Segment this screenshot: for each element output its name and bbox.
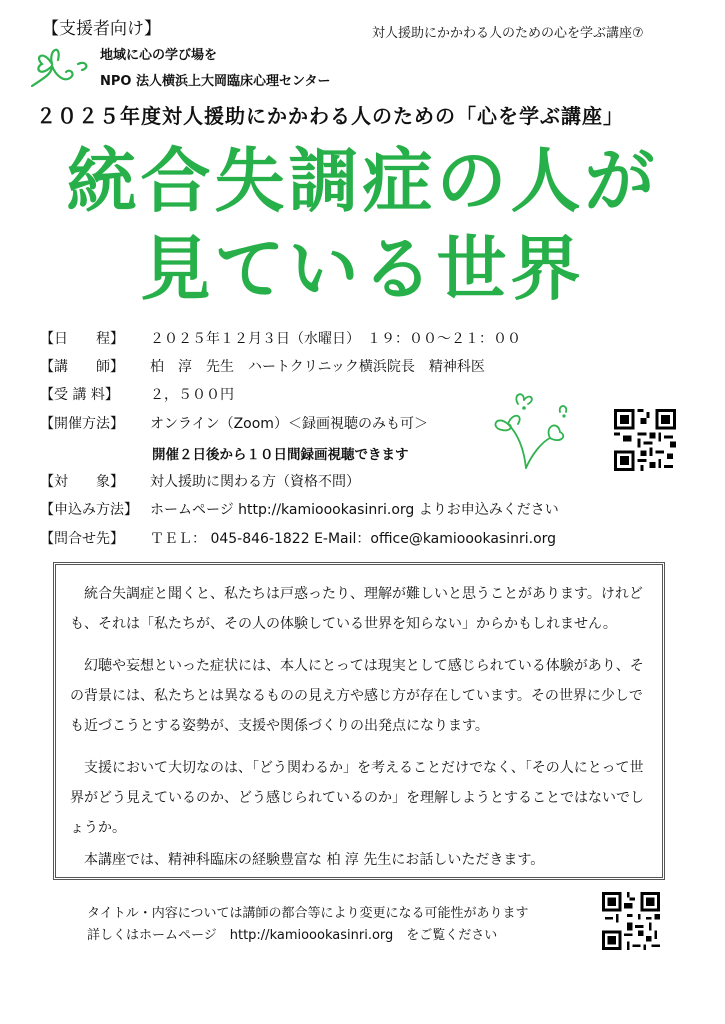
detail-label: 【受 講 料】 (40, 387, 119, 403)
detail-value[interactable]: ホームページ http://kamioookasinri.org よりお申込みください (150, 502, 559, 518)
detail-value: 対人援助に関わる方（資格不問） (150, 474, 360, 490)
detail-label: 【対 象】 (40, 474, 124, 490)
detail-row-fee (40, 384, 234, 404)
qr-code-icon[interactable] (614, 409, 676, 471)
detail-value: ２，５００円 (150, 387, 234, 403)
recording-note: 開催２日後から１０日間録画視聴できます (152, 447, 409, 463)
org-tagline: 地域に心の学び場を (100, 48, 218, 63)
detail-row-method (40, 413, 428, 433)
detail-value: ２０２５年１２月３日（水曜日） １９：００～２１：００ (150, 331, 521, 347)
footer-website-note: 詳しくはホームページ http://kamioookasinri.org をご覧ください (87, 928, 498, 943)
detail-label: 【申込み方法】 (40, 502, 138, 518)
detail-value: 柏 淳 先生 ハートクリニック横浜院長 精神科医 (150, 359, 485, 375)
detail-row-application (40, 499, 559, 519)
detail-label: 【講 師】 (40, 359, 124, 375)
audience-label: 【支援者向け】 (42, 19, 161, 39)
description-box (53, 562, 665, 880)
detail-label: 【開催方法】 (40, 416, 124, 432)
footer-disclaimer: タイトル・内容については講師の都合等により変更になる可能性があります (87, 906, 529, 921)
lecture-series-heading: ２０２５年度対人援助にかかわる人のための「心を学ぶ講座」 (36, 104, 624, 128)
main-title-line-1: 統合失調症の人が (66, 140, 659, 222)
description-paragraph: 本講座では、精神科臨床の経験豊富な 柏 淳 先生にお話しいただきます。 (70, 852, 545, 868)
detail-value[interactable]: ＴＥＬ： 045-846-1822 E-Mail：office@kamioookasinri.org (150, 531, 557, 547)
detail-label: 【日 程】 (40, 331, 124, 347)
detail-row-date (40, 328, 521, 348)
description-paragraph: 幻聴や妄想といった症状には、本人にとっては現実として感じられている体験があり、その背景には、私たちとは異なるものの見え方や感じ方が存在しています。その世界に少しでも近づこうとする姿勢が、支援や関係づくりの出発点になります。 (70, 658, 644, 734)
detail-row-target (40, 471, 360, 491)
qr-code-icon[interactable] (602, 892, 660, 950)
org-name: NPO 法人横浜上大岡臨床心理センター (100, 74, 331, 89)
description-paragraph: 支援において大切なのは、「どう関わるか」を考えることだけでなく、「その人にとって世界がどう見えているのか、どう感じられているのか」を理解しようとすることではないでしょうか。 (70, 760, 644, 836)
detail-label: 【問合せ先】 (40, 531, 124, 547)
sprout-illustration-icon (488, 384, 588, 474)
series-note: 対人援助にかかわる人のための心を学ぶ講座⑦ (372, 26, 644, 41)
description-paragraph: 統合失調症と聞くと、私たちは戸惑ったり、理解が難しいと思うことがあります。けれども、それは「私たちが、その人の体験している世界を知らない」からかもしれません。 (70, 586, 643, 632)
detail-value: オンライン（Zoom）＜録画視聴のみも可＞ (150, 416, 428, 432)
detail-row-contact (40, 528, 556, 548)
clover-logo-icon (30, 38, 96, 90)
main-title-line-2: 見ている世界 (140, 228, 585, 310)
detail-row-lecturer (40, 356, 485, 376)
